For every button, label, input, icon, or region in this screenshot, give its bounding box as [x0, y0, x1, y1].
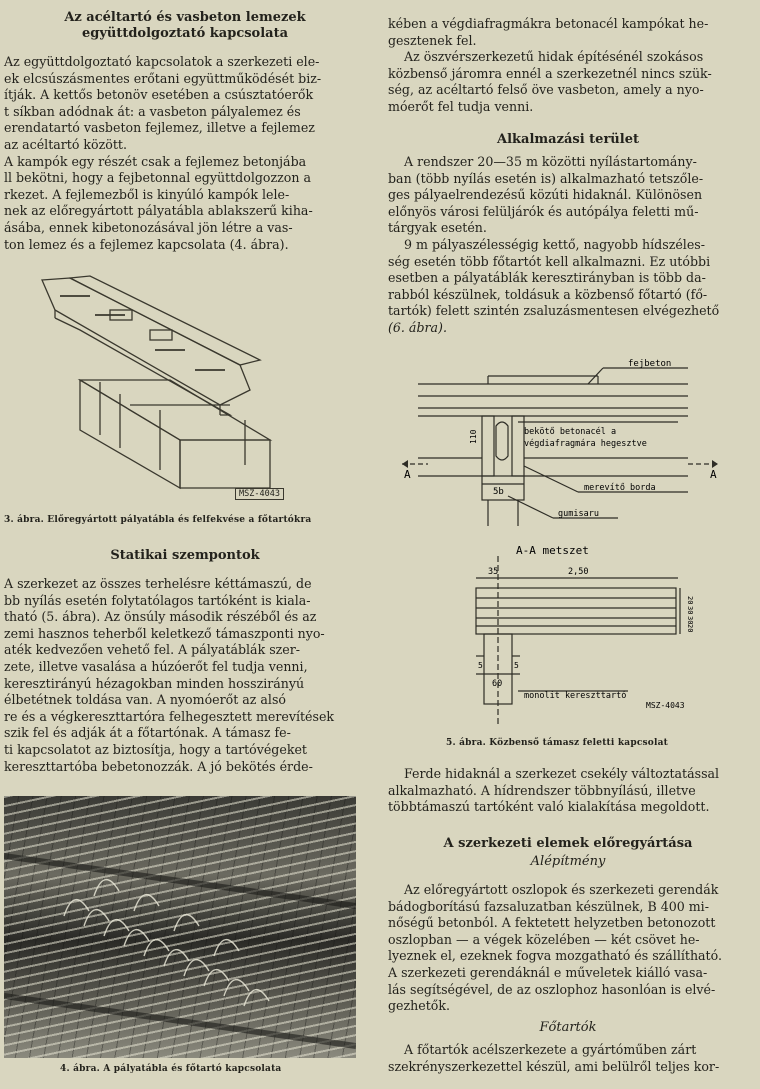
text-line: Az együttdolgoztató kapcsolatok a szerkezeti ele- [4, 54, 320, 69]
dim-right-3: 30 [686, 616, 694, 625]
text-line: keresztirányú hézagokban minden hosszirányú [4, 675, 305, 691]
figure-5-caption: 5. ábra. Közbenső támasz feletti kapcsolat [446, 738, 668, 748]
paragraph-alkalmazasi [388, 154, 748, 337]
paragraph-alepitmeny [388, 882, 748, 1015]
text-line: A szerkezet az összes terhelésre kéttámaszú, de [4, 576, 312, 591]
dim-right-1: 20 [686, 596, 694, 605]
text-line: oszlopban — a végek közelében — két csövet he- [388, 931, 700, 947]
text-line: ásába, ennek kibetonozásával jön létre a vas- [4, 219, 293, 235]
text-line: ll bekötni, hogy a fejbetonnal együttdolgozzon a [4, 170, 311, 186]
text-line: esetben a pályatáblák keresztirányban is több da- [388, 270, 706, 286]
label-metszet: A-A metszet [516, 544, 589, 557]
text-line: nőségű betonból. A fektetett helyzetben betonozott [388, 915, 716, 931]
text-line: Az öszvérszerkezetű hidak építésénél szokásos [404, 49, 704, 65]
text-line: rabból készülnek, toldásuk a közbenső főtartó (fő- [388, 286, 708, 302]
figure-4-hooks [4, 796, 356, 1058]
text-line: ges pályaelrendezésű közúti hidaknál. Különösen [388, 187, 703, 203]
text-line: tartók) felett szintén zsaluzásmentesen elvégezhető [388, 303, 720, 319]
text-line: ek elcsúszásmentes erőtani együttműködését biz- [4, 70, 322, 86]
dim-110: 110 [469, 429, 478, 444]
dim-5b: 5b [493, 487, 504, 497]
text-line: A rendszer 20—35 m közötti nyílástartomány- [404, 154, 697, 169]
text-line: előnyös városi felüljárók és autópálya feletti mű- [388, 203, 699, 219]
figure-4-photo [4, 796, 356, 1058]
figure-5-drawing [388, 356, 748, 740]
text-line: alkalmazható. A hídrendszer többnyílású, illetve [388, 782, 696, 798]
label-merevito: merevítő borda [584, 483, 656, 493]
figure-3-caption: 3. ábra. Előregyártott pályatábla és felfekvése a főtartókra [4, 515, 312, 525]
section-heading-kapcsolat: Az acéltartó és vasbeton lemezek együttdolgoztató kapcsolata [64, 10, 306, 41]
figure-3-stamp: MSZ-4043 [235, 488, 284, 500]
text-line: szekrényszerkezettel készül, ami belülről teljes kor- [388, 1058, 720, 1074]
dim-60: 60 [492, 679, 503, 689]
paragraph-kapcsolat [4, 54, 356, 253]
text-line: (6. ábra). [388, 319, 447, 335]
text-line: zete, illetve vasalása a húzóerőt fel tudja venni, [4, 658, 308, 674]
text-line: kében a végdiafragmákra betonacél kampókat he- [388, 16, 709, 31]
text-line: A kampók egy részét csak a fejlemez betonjába [4, 153, 307, 169]
text-line: bádogborítású fazsaluzatban készülnek, B 400 mi- [388, 898, 709, 914]
dim-5-c: 5 [514, 661, 519, 670]
text-line: ség, az acéltartó felső öve vasbeton, amely a nyo- [388, 82, 704, 98]
text-line: tárgyak esetén. [388, 220, 487, 236]
paragraph-ferde [388, 766, 748, 816]
label-bekoto-2: végdiafragmára hegesztve [524, 439, 647, 449]
text-line: ban (több nyílás esetén is) alkalmazható tetszőle- [388, 170, 704, 186]
text-line: tható (5. ábra). Az önsúly második részéből és az [4, 609, 317, 625]
text-line: ítják. A kettős betonöv esetében a csúsztatóerők [4, 87, 314, 103]
label-fejbeton: fejbeton [628, 359, 672, 369]
paragraph-fotartok [388, 1042, 748, 1075]
dim-right-2: 30 [686, 606, 694, 615]
paragraph-continuation [388, 16, 748, 116]
text-line: bb nyílás esetén folytatólagos tartóként is kiala- [4, 592, 311, 608]
text-line: ton lemez és a fejlemez kapcsolata (4. ábra). [4, 236, 289, 252]
dim-5-a: 5 [478, 661, 483, 670]
text-line: erendatartó vasbeton fejlemez, illetve a fejlemez [4, 120, 315, 136]
text-line: re és a végkereszttartóra felhegesztett merevítések [4, 708, 335, 724]
text-line: A szerkezeti gerendáknál e műveletek kiálló vasa- [388, 964, 708, 980]
label-kereszttarto: monolit kereszttartó [524, 691, 627, 701]
dim-right-4: 20 [686, 624, 694, 633]
text-line: nek az előregyártott pályatábla ablakszerű kiha- [4, 203, 313, 219]
text-line: A főtartók acélszerkezete a gyártóműben zárt [404, 1042, 697, 1057]
section-mark-left: A [404, 468, 411, 481]
subheading-fotartok: Főtartók [539, 1020, 597, 1035]
paragraph-statikai [4, 576, 356, 775]
text-line: szik fel és adják át a főtartónak. A támasz fe- [4, 725, 291, 741]
dim-35: 35 [488, 567, 499, 577]
text-line: ti kapcsolatot az biztosítja, hogy a tartóvégeket [4, 741, 307, 757]
section-heading-alkalmazasi: Alkalmazási terület [497, 132, 639, 147]
text-line: lás segítségével, de az oszlophoz hasonlóan is elvé- [388, 981, 716, 997]
text-line: 9 m pályaszélességig kettő, nagyobb hídszéles- [404, 236, 705, 252]
dim-250: 2,50 [568, 567, 589, 577]
text-line: élbetétnek toldása van. A nyomóerőt az alsó [4, 692, 287, 708]
text-line: lyeznek el, ezeknek fogva mozgatható és szállítható. [388, 948, 722, 964]
section-heading-statikai: Statikai szempontok [110, 548, 260, 563]
text-line: Ferde hidaknál a szerkezet csekély változtatással [404, 766, 720, 781]
figure-4-caption: 4. ábra. A pályatábla és főtartó kapcsolata [60, 1064, 282, 1074]
text-line: rkezet. A fejlemezből is kinyúló kampók lele- [4, 186, 290, 202]
figure-3-drawing [0, 270, 358, 510]
section-mark-right: A [710, 468, 717, 481]
text-line: gezhetők. [388, 998, 450, 1014]
text-line: az acéltartó között. [4, 136, 127, 152]
text-line: zemi hasznos teherből keletkező támaszponti nyo- [4, 625, 325, 641]
text-line: Az előregyártott oszlopok és szerkezeti gerendák [404, 882, 719, 897]
subheading-alepitmeny: Alépítmény [530, 854, 606, 869]
text-line: kereszttartóba bebetonozzák. A jó bekötés érde- [4, 758, 313, 774]
figure-5-stamp: MSZ-4043 [646, 701, 685, 710]
text-line: többtámaszú tartóként való kialakítása megoldott. [388, 799, 710, 815]
label-bekoto-1: bekötő betonacél a [524, 427, 617, 437]
text-line: móerőt fel tudja venni. [388, 98, 534, 114]
text-line: ség esetén több főtartót kell alkalmazni. Ez utóbbi [388, 253, 711, 269]
text-line: t síkban adódnak át: a vasbeton pályalemez és [4, 103, 301, 119]
section-heading-elemek: A szerkezeti elemek előregyártása [443, 836, 693, 851]
label-gumisaru: gumisaru [558, 509, 599, 519]
text-line: aték kedvezően vehető fel. A pályatáblák szer- [4, 642, 301, 658]
text-line: gesztenek fel. [388, 32, 477, 48]
text-line: közbenső járomra ennél a szerkezetnél nincs szük- [388, 65, 712, 81]
